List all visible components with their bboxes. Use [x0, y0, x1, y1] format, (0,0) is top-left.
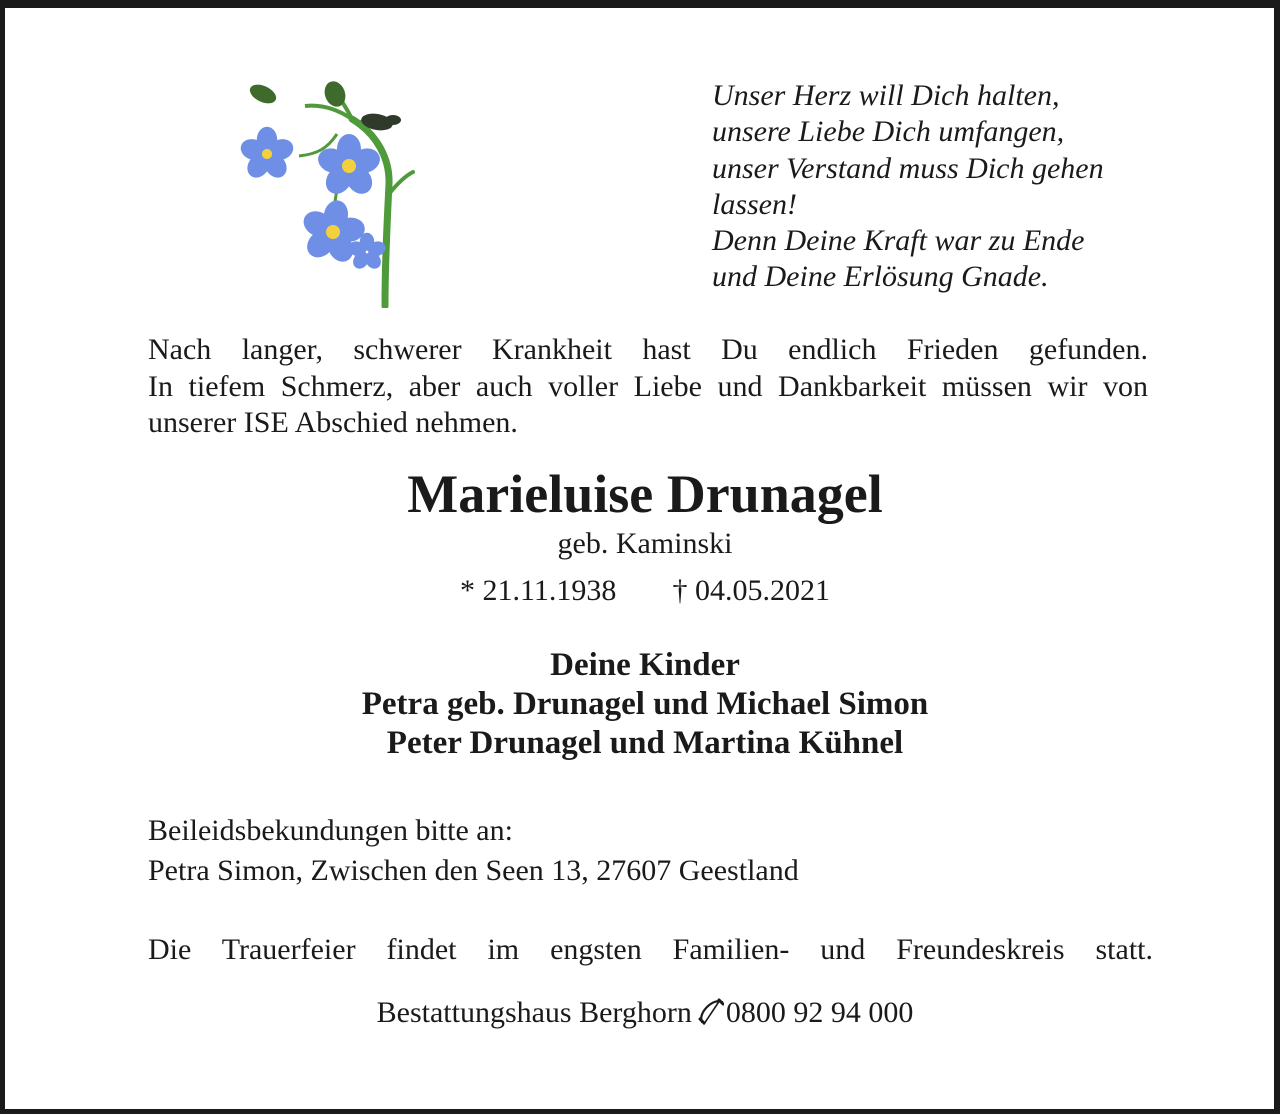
poem	[712, 78, 1232, 296]
poem-line: unser Verstand muss Dich gehen	[712, 151, 1104, 185]
funeral-home	[5, 995, 1280, 1035]
mourners-heading: Deine Kinder	[550, 647, 740, 683]
intro-line: In tiefem Schmerz, aber auch voller Liebe und Dankbarkeit müssen wir von	[148, 369, 1148, 403]
ceremony-note: Die Trauerfeier findet im engsten Familien- und Freundeskreis statt.	[148, 933, 1153, 966]
poem-line: Unser Herz will Dich halten,	[712, 79, 1060, 112]
intro-line: Nach langer, schwerer Krankheit hast Du endlich Frieden gefunden.	[148, 333, 1148, 366]
mourners	[5, 646, 1280, 763]
funeral-home-name: Bestattungshaus Berghorn	[376, 996, 692, 1029]
mourner-line: Petra geb. Drunagel und Michael Simon	[361, 686, 929, 722]
death-date: † 04.05.2021	[672, 574, 830, 607]
life-dates	[5, 573, 1280, 609]
condolences-address: Petra Simon, Zwischen den Seen 13, 27607 Geestland	[148, 854, 799, 887]
intro-paragraph	[148, 332, 1148, 442]
funeral-home-phone: 0800 92 94 000	[725, 996, 914, 1029]
birth-name: geb. Kaminski	[557, 527, 733, 560]
poem-line: unsere Liebe Dich umfangen,	[712, 115, 1065, 149]
condolences-label: Beileidsbekundungen bitte an:	[148, 814, 513, 847]
phone-icon	[698, 998, 724, 1035]
deceased-name: Marieluise Drunagel	[407, 464, 883, 524]
forget-me-not-flower-image	[227, 74, 427, 308]
poem-line: lassen!	[712, 187, 797, 221]
mourner-line: Peter Drunagel und Martina Kühnel	[386, 725, 904, 761]
poem-line: Denn Deine Kraft war zu Ende	[712, 224, 1085, 258]
intro-line: unserer ISE Abschied nehmen.	[148, 406, 518, 439]
birth-date: * 21.11.1938	[460, 574, 617, 607]
poem-line: und Deine Erlösung Gnade.	[712, 260, 1049, 294]
